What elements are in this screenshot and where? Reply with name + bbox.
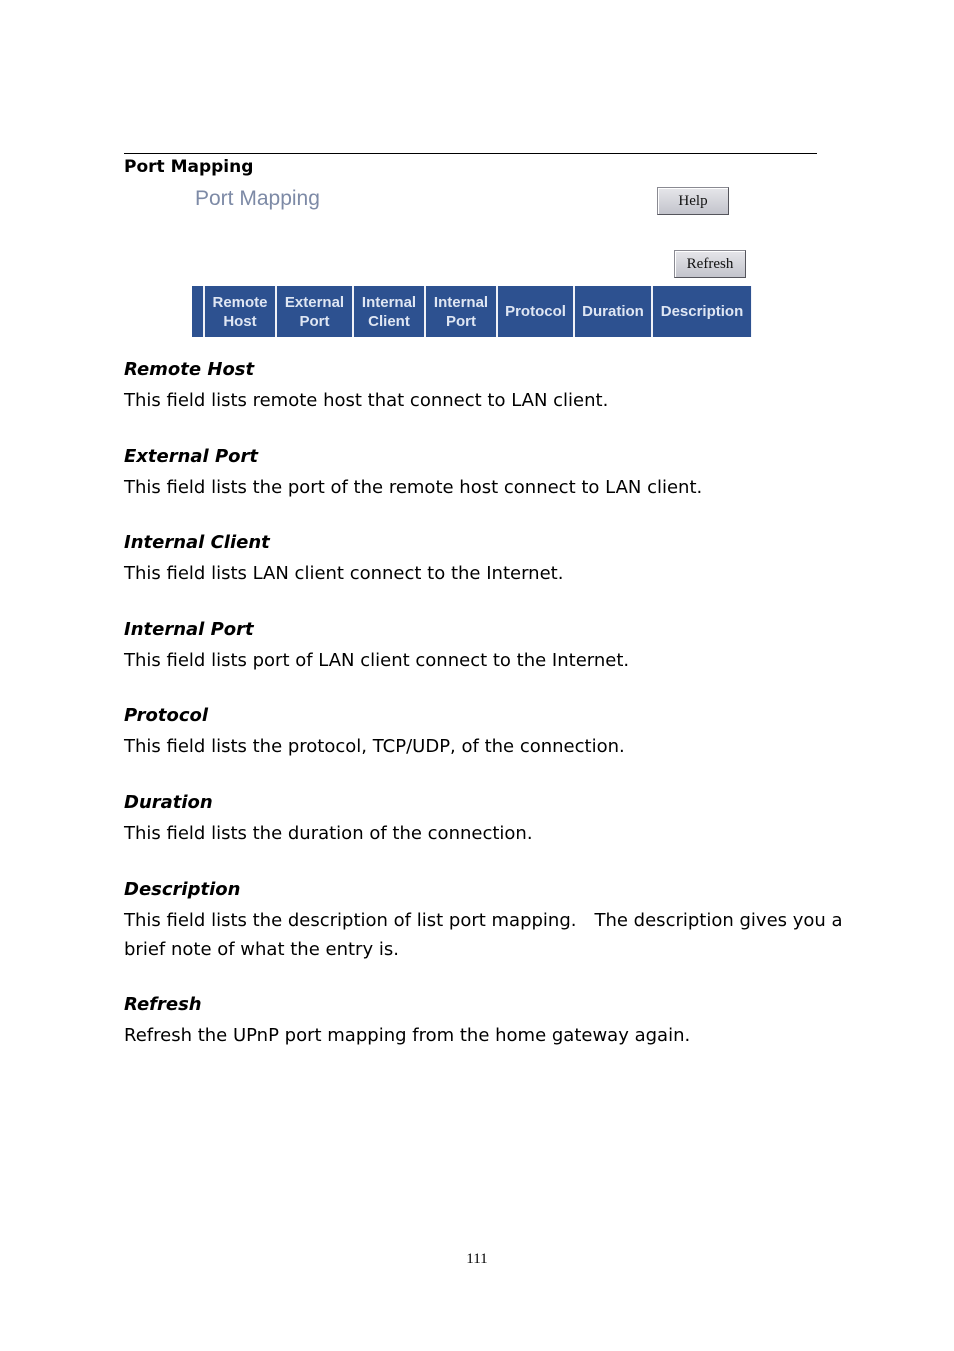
- field-remote-host: [124, 358, 864, 415]
- field-heading: Protocol: [124, 705, 209, 726]
- column-header-internal-client: Internal Client: [354, 286, 424, 337]
- help-button[interactable]: Help: [657, 187, 729, 215]
- port-mapping-table-header: [192, 286, 752, 337]
- field-description: This field lists the description of list port mapping. The description gives you a brief note of what the entry is.: [124, 910, 843, 960]
- field-description: This field lists the duration of the connection.: [124, 823, 533, 844]
- refresh-button[interactable]: Refresh: [674, 250, 746, 278]
- page-number: 111: [466, 1251, 488, 1267]
- field-heading: Remote Host: [124, 359, 255, 380]
- screenshot-title: Port Mapping: [195, 187, 320, 210]
- column-header-duration: Duration: [575, 286, 651, 337]
- field-description: This field lists remote host that connect to LAN client.: [124, 390, 609, 411]
- column-header-protocol: Protocol: [498, 286, 573, 337]
- table-header-stub: [192, 286, 203, 337]
- port-mapping-screenshot: [192, 183, 754, 339]
- field-heading: Duration: [124, 792, 213, 813]
- field-description: This field lists LAN client connect to the Internet.: [124, 563, 564, 584]
- field-heading: Description: [124, 879, 241, 900]
- column-header-remote-host: Remote Host: [205, 286, 275, 337]
- field-heading: External Port: [124, 446, 259, 467]
- section-divider: [124, 153, 817, 154]
- field-description-entry: [124, 878, 864, 964]
- column-header-external-port: External Port: [277, 286, 352, 337]
- field-internal-client: [124, 531, 864, 588]
- field-refresh: [124, 993, 864, 1050]
- field-description: Refresh the UPnP port mapping from the home gateway again.: [124, 1025, 691, 1046]
- field-duration: [124, 791, 864, 848]
- section-title: Port Mapping: [124, 157, 254, 177]
- field-heading: Internal Client: [124, 532, 270, 553]
- field-heading: Refresh: [124, 994, 202, 1015]
- field-description: This field lists the port of the remote host connect to LAN client.: [124, 477, 703, 498]
- field-external-port: [124, 445, 864, 502]
- field-heading: Internal Port: [124, 619, 254, 640]
- column-header-description: Description: [653, 286, 751, 337]
- field-protocol: [124, 704, 864, 761]
- field-internal-port: [124, 618, 864, 675]
- field-description: This field lists the protocol, TCP/UDP, of the connection.: [124, 736, 625, 757]
- column-header-internal-port: Internal Port: [426, 286, 496, 337]
- field-description: This field lists port of LAN client connect to the Internet.: [124, 650, 630, 671]
